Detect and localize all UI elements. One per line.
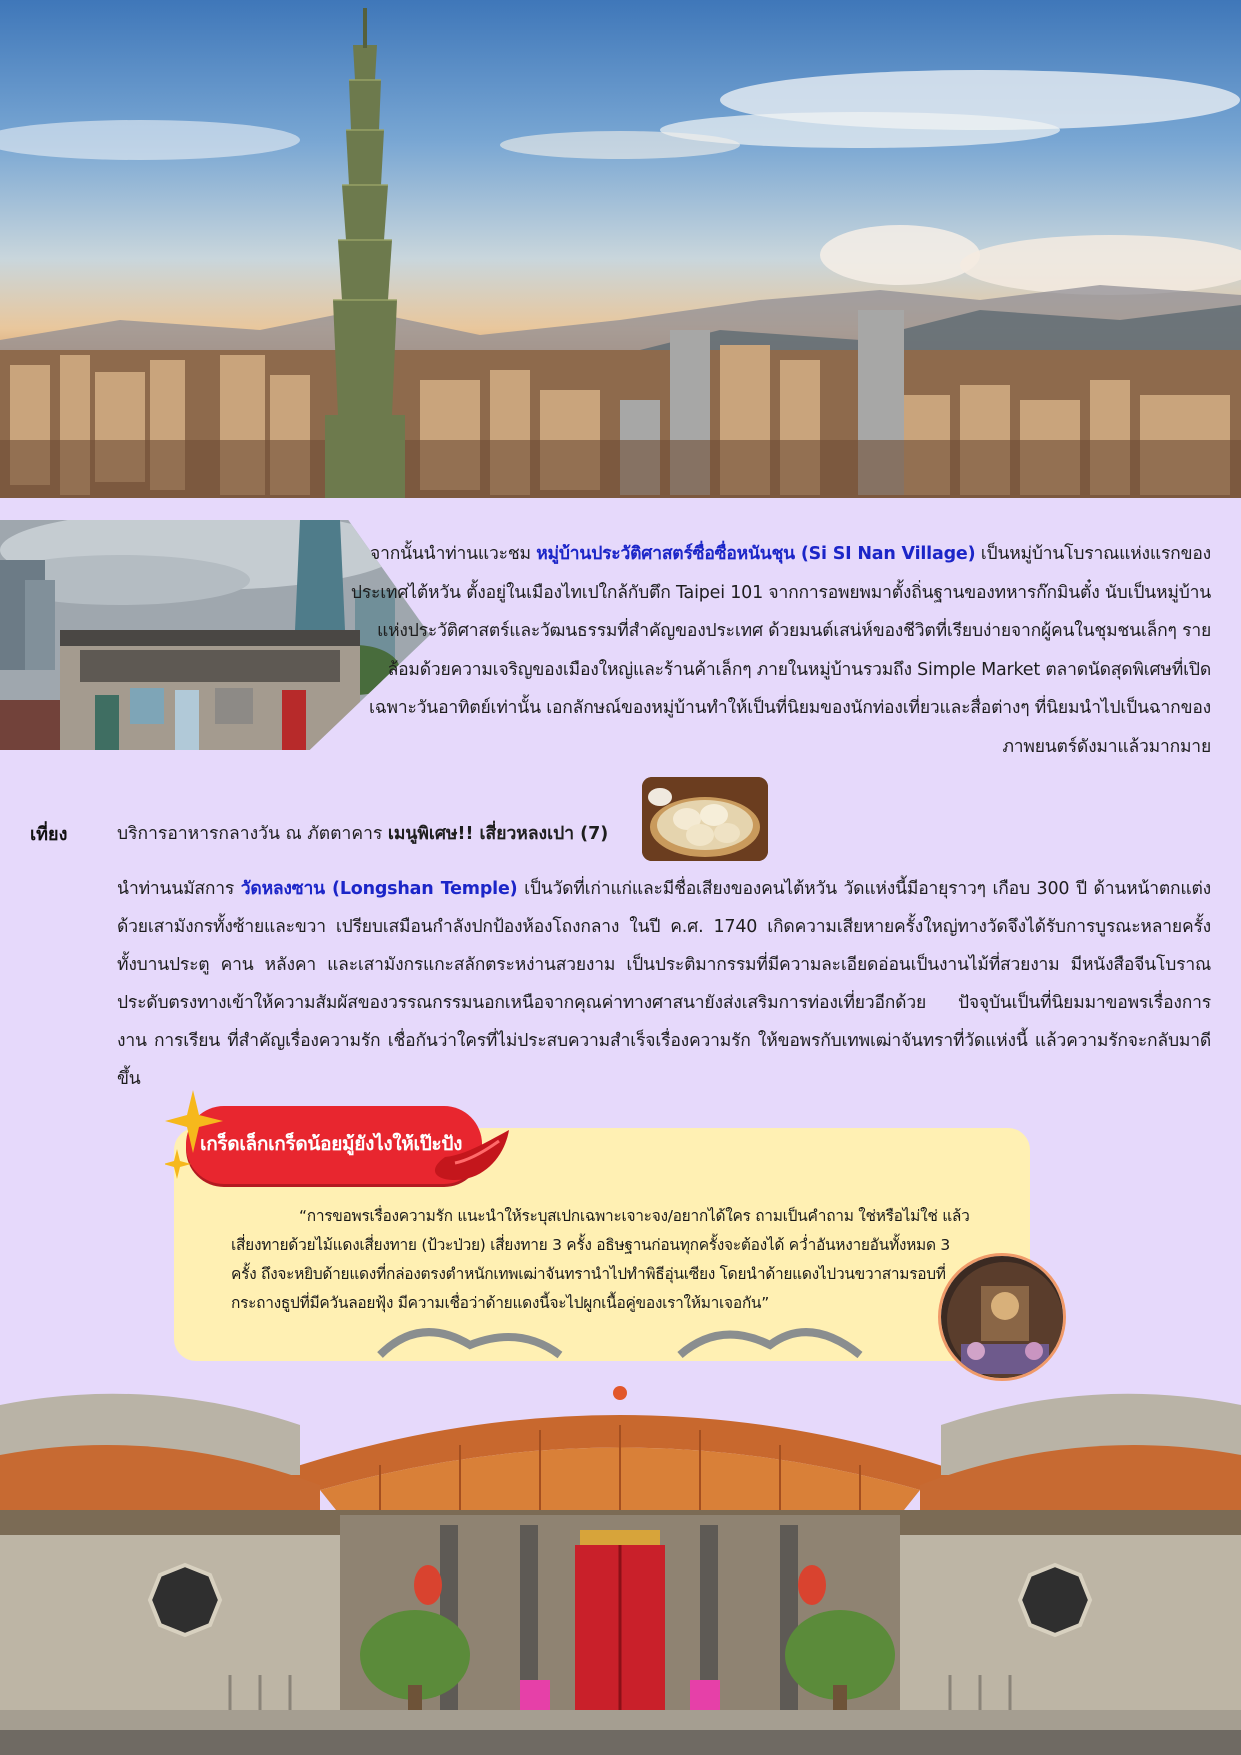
meal-label: เที่ยง (30, 824, 68, 845)
village-description (345, 535, 1211, 766)
xiaolongbao-photo (642, 777, 768, 861)
tip-badge-title: เกร็ดเล็กเกร็ดน้อยมู้ยังไงให้เป๊ะปัง (200, 1133, 463, 1155)
intro-lead: จากนั้นนำท่านแวะชม (370, 544, 537, 564)
meal-service-text: บริการอาหารกลางวัน ณ ภัตตาคาร (117, 824, 388, 844)
meal-text (117, 819, 608, 847)
meal-menu: เมนูพิเศษ!! เสี่ยวหลงเปา (7) (387, 824, 609, 844)
longshan-temple-photo (0, 1315, 1241, 1755)
temple-lead: นำท่านนมัสการ (117, 879, 241, 899)
intro-body: เป็นหมู่บ้านโบราณแห่งแรกของประเทศไต้หวัน ตั้งอยู่ในเมืองไทเปใกล้กับตึก Taipei 101 จากการอพยพมาตั้งถิ่นฐานของทหารก๊กมินตั๋ง นับเป็นหมู่บ้านแห่งประวัติศาสตร์และวัฒนธรรมที่สำคัญของประเทศ ด้วยมนต์เสน่ห์ของชีวิตที่เรียบง่ายจากผู้คนในชุมชนเล็กๆ รายล้อมด้วยความเจริญของเมืองใหญ่และร้านค้าเล็กๆ ภายในหมู่บ้านรวมถึง Simple Market ตลาดนัดสุดพิเศษที่เปิดเฉพาะวันอาทิตย์เท่านั้น เอกลักษณ์ของหมู่บ้านทำให้เป็นที่นิยมของนักท่องเที่ยวและสื่อต่างๆ ที่นิยมนำไปเป็นฉากของภาพยนตร์ดังมาแล้วมากมาย (350, 544, 1211, 757)
temple-name-highlight: วัดหลงซาน (Longshan Temple) (240, 879, 518, 899)
tip-quote: “การขอพรเรื่องความรัก แนะนำให้ระบุสเปกเฉพาะเจาะจง/อยากได้ใคร ถามเป็นคำถาม ใช่หรือไม่ใช่ แล้วเสี่ยงทายด้วยไม้แดงเสี่ยงทาย (ป้วะป่วย) เสี่ยงทาย 3 ครั้ง อธิษฐานก่อนทุกครั้งจะต้องได้ คว่ำอันหงายอันทั้งหมด 3 ครั้ง ถึงจะหยิบด้ายแดงที่กล่องตรงตำหนักเทพเฒ่าจันทรานำไปทำพิธีอุ่นเซียง โดยนำด้ายแดงไปวนขวาสามรอบที่กระถางธูปที่มีควันลอยฟุ้ง มีความเชื่อว่าด้ายแดงนี้จะไปผูกเนื้อคู่ของเราให้มาเจอกัน” (231, 1207, 970, 1312)
taipei-skyline-photo (0, 0, 1241, 498)
village-name-highlight: หมู่บ้านประวัติศาสตร์ซื่อซื่อหนันชุน (Si SI Nan Village) (536, 544, 976, 564)
temple-body: เป็นวัดที่เก่าแก่และมีชื่อเสียงของคนไต้หวัน วัดแห่งนี้มีอายุราวๆ เกือบ 300 ปี ด้านหน้าตกแต่งด้วยเสามังกรทั้งซ้ายและขวา เปรียบเสมือนกำลังปกป้องห้องโถงกลาง ในปี ค.ศ. 1740 เกิดความเสียหายครั้งใหญ่ทางวัดจึงได้รับการบูรณะหลายครั้ง ทั้งบานประตู คาน หลังคา และเสามังกรแกะสลักตระหง่านสวยงาม เป็นประติมากรรมที่มีความละเอียดอ่อนเป็นงานไม้ที่สวยงาม มีหนังสือจีนโบราณประดับตรงทางเข้าให้ความสัมผัสของวรรณกรรมนอกเหนือจากคุณค่าทางศาสนายังส่งเสริมการท่องเที่ยวอีกด้วย ปัจจุบันเป็นที่นิยมมาขอพรเรื่องการงาน การเรียน ที่สำคัญเรื่องความรัก เชื่อกันว่าใครที่ไม่ประสบความสำเร็จเรื่องความรัก ให้ขอพรกับเทพเฒ่าจันทราที่วัดแห่งนี้ แล้วความรักจะกลับมาดีขึ้น (117, 879, 1211, 1089)
longshan-temple-description (117, 870, 1211, 1098)
